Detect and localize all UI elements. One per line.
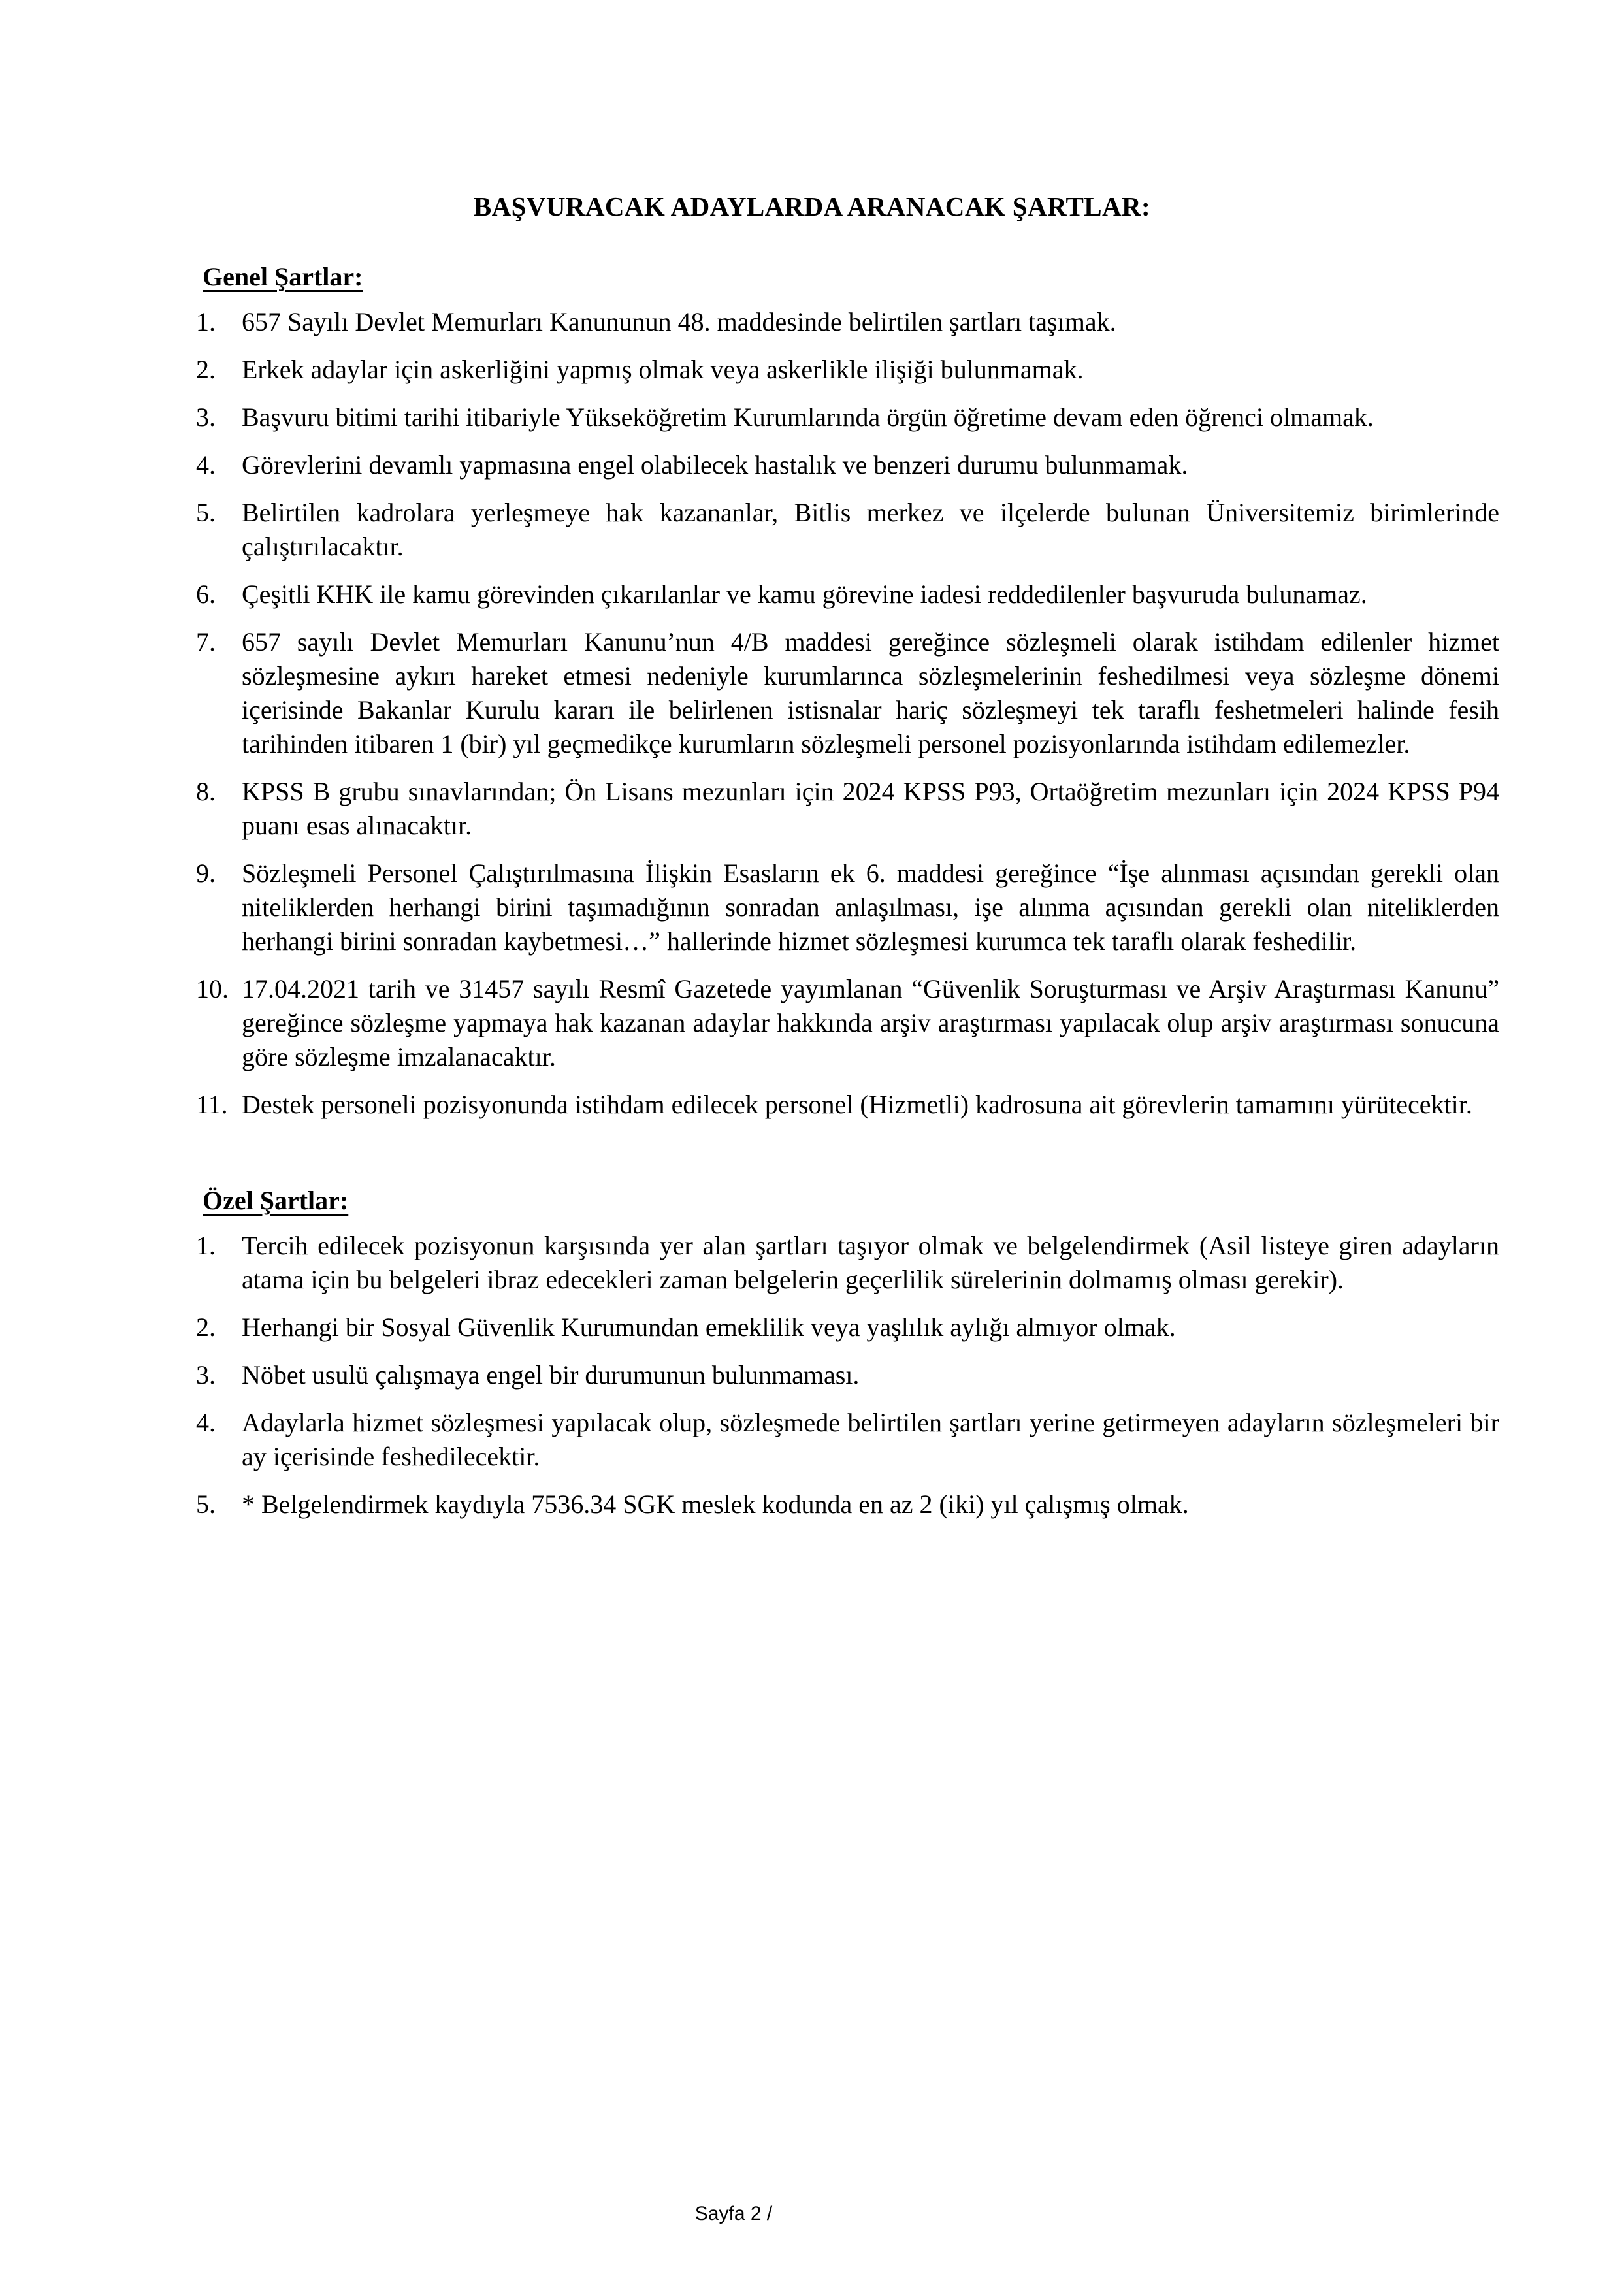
list-item-text: Görevlerini devamlı yapmasına engel olabilecek hastalık ve benzeri durumu bulunmamak. — [242, 450, 1188, 480]
list-item — [196, 1406, 1499, 1474]
page-title: BAŞVURACAK ADAYLARDA ARANACAK ŞARTLAR: — [473, 191, 1151, 221]
list-item — [196, 972, 1499, 1074]
list-item-text: Adaylarla hizmet sözleşmesi yapılacak olup, sözleşmede belirtilen şartları yerine getirmeyen adayların sözleşmeleri bir ay içerisinde feshedilecektir. — [242, 1408, 1499, 1471]
list-item-text: Başvuru bitimi tarihi itibariyle Yükseköğretim Kurumlarında örgün öğretime devam eden öğrenci olmamak. — [242, 402, 1374, 432]
list-item — [196, 496, 1499, 564]
list-item-text: Destek personeli pozisyonunda istihdam edilecek personel (Hizmetli) kadrosuna ait görevlerin tamamını yürütecektir. — [242, 1090, 1472, 1119]
list-item-number: 3. — [196, 402, 216, 432]
list-item-text: 17.04.2021 tarih ve 31457 sayılı Resmî Gazetede yayımlanan “Güvenlik Soruşturması ve Arşiv Araştırması Kanunu” gereğince sözleşme yapmaya hak kazanan adaylar hakkında arşiv araştırması yapılacak olup arşiv araştırması sonucuna göre sözleşme imzalanacaktır. — [242, 974, 1499, 1071]
list-item — [196, 578, 1499, 611]
list-item-text: 657 sayılı Devlet Memurları Kanunu’nun 4/B maddesi gereğince sözleşmeli olarak istihdam edilenler hizmet sözleşmesine aykırı hareket etmesi nedeniyle kurumlarınca sözleşmelerinin feshedilmesi veya sözleşme dönemi içerisinde Bakanlar Kurulu kararı ile belirlenen istisnalar hariç sözleşmeyi tek taraflı feshetmeleri halinde fesih tarihinden itibaren 1 (bir) yıl geçmedikçe kurumların sözleşmeli personel pozisyonlarında istihdam edilemezler. — [242, 627, 1499, 758]
general-conditions-heading: Genel Şartlar: — [203, 262, 363, 291]
list-item — [196, 1229, 1499, 1297]
list-item — [196, 1488, 1499, 1522]
list-item-text: Çeşitli KHK ile kamu görevinden çıkarılanlar ve kamu görevine iadesi reddedilenler başvuruda bulunamaz. — [242, 579, 1367, 609]
list-item — [196, 775, 1499, 843]
list-item-text: 657 Sayılı Devlet Memurları Kanununun 48. maddesinde belirtilen şartları taşımak. — [242, 307, 1116, 336]
list-item-text: * Belgelendirmek kaydıyla 7536.34 SGK meslek kodunda en az 2 (iki) yıl çalışmış olmak. — [242, 1489, 1189, 1519]
list-item-number: 8. — [196, 777, 216, 806]
list-item-number: 11. — [196, 1090, 228, 1119]
list-item-number: 1. — [196, 1231, 216, 1260]
list-item — [196, 400, 1499, 434]
list-item — [196, 625, 1499, 761]
list-item — [196, 1088, 1499, 1122]
list-item — [196, 1310, 1499, 1344]
list-item-text: Erkek adaylar için askerliğini yapmış olmak veya askerlikle ilişiği bulunmamak. — [242, 355, 1084, 384]
list-item-number: 5. — [196, 498, 216, 527]
special-conditions-heading: Özel Şartlar: — [203, 1186, 349, 1215]
list-item-text: Sözleşmeli Personel Çalıştırılmasına İlişkin Esasların ek 6. maddesi gereğince “İşe alınması açısından gerekli olan niteliklerden herhangi birini taşımadığının sonradan anlaşılması, işe alınma açısından gerekli olan niteliklerden herhangi birini sonradan kaybetmesi…” hallerinde hizmet sözleşmesi kurumca tek taraflı olarak feshedilir. — [242, 858, 1499, 956]
page-footer: Sayfa 2 / — [694, 2203, 773, 2224]
list-item-number: 3. — [196, 1360, 216, 1390]
list-item-text: Herhangi bir Sosyal Güvenlik Kurumundan emeklilik veya yaşlılık aylığı almıyor olmak. — [242, 1312, 1176, 1342]
list-item-number: 2. — [196, 1312, 216, 1342]
list-item-text: Belirtilen kadrolara yerleşmeye hak kazananlar, Bitlis merkez ve ilçelerde bulunan Üniversitemiz birimlerinde çalıştırılacaktır. — [242, 498, 1499, 561]
list-item — [196, 856, 1499, 958]
list-item-number: 5. — [196, 1489, 216, 1519]
list-item-number: 7. — [196, 627, 216, 657]
list-item — [196, 353, 1499, 387]
list-item — [196, 448, 1499, 482]
special-conditions-list — [196, 1229, 1499, 1522]
list-item-number: 9. — [196, 858, 216, 888]
list-item-number: 10. — [196, 974, 229, 1003]
list-item-number: 2. — [196, 355, 216, 384]
list-item-number: 4. — [196, 1408, 216, 1437]
list-item-text: Tercih edilecek pozisyonun karşısında yer alan şartları taşıyor olmak ve belgelendirmek (Asil listeye giren adayların atama için bu belgeleri ibraz edecekleri zaman belgelerin geçerlilik sürelerinin dolmamış olması gerekir). — [242, 1231, 1499, 1294]
list-item-number: 1. — [196, 307, 216, 336]
list-item-number: 4. — [196, 450, 216, 480]
document-body — [196, 261, 1499, 1535]
list-item-number: 6. — [196, 579, 216, 609]
list-item-text: KPSS B grubu sınavlarından; Ön Lisans mezunları için 2024 KPSS P93, Ortaöğretim mezunları için 2024 KPSS P94 puanı esas alınacaktır. — [242, 777, 1499, 840]
list-item — [196, 305, 1499, 339]
list-item — [196, 1358, 1499, 1392]
section-spacer — [196, 1135, 1499, 1185]
general-conditions-list — [196, 305, 1499, 1122]
list-item-text: Nöbet usulü çalışmaya engel bir durumunun bulunmaması. — [242, 1360, 860, 1390]
